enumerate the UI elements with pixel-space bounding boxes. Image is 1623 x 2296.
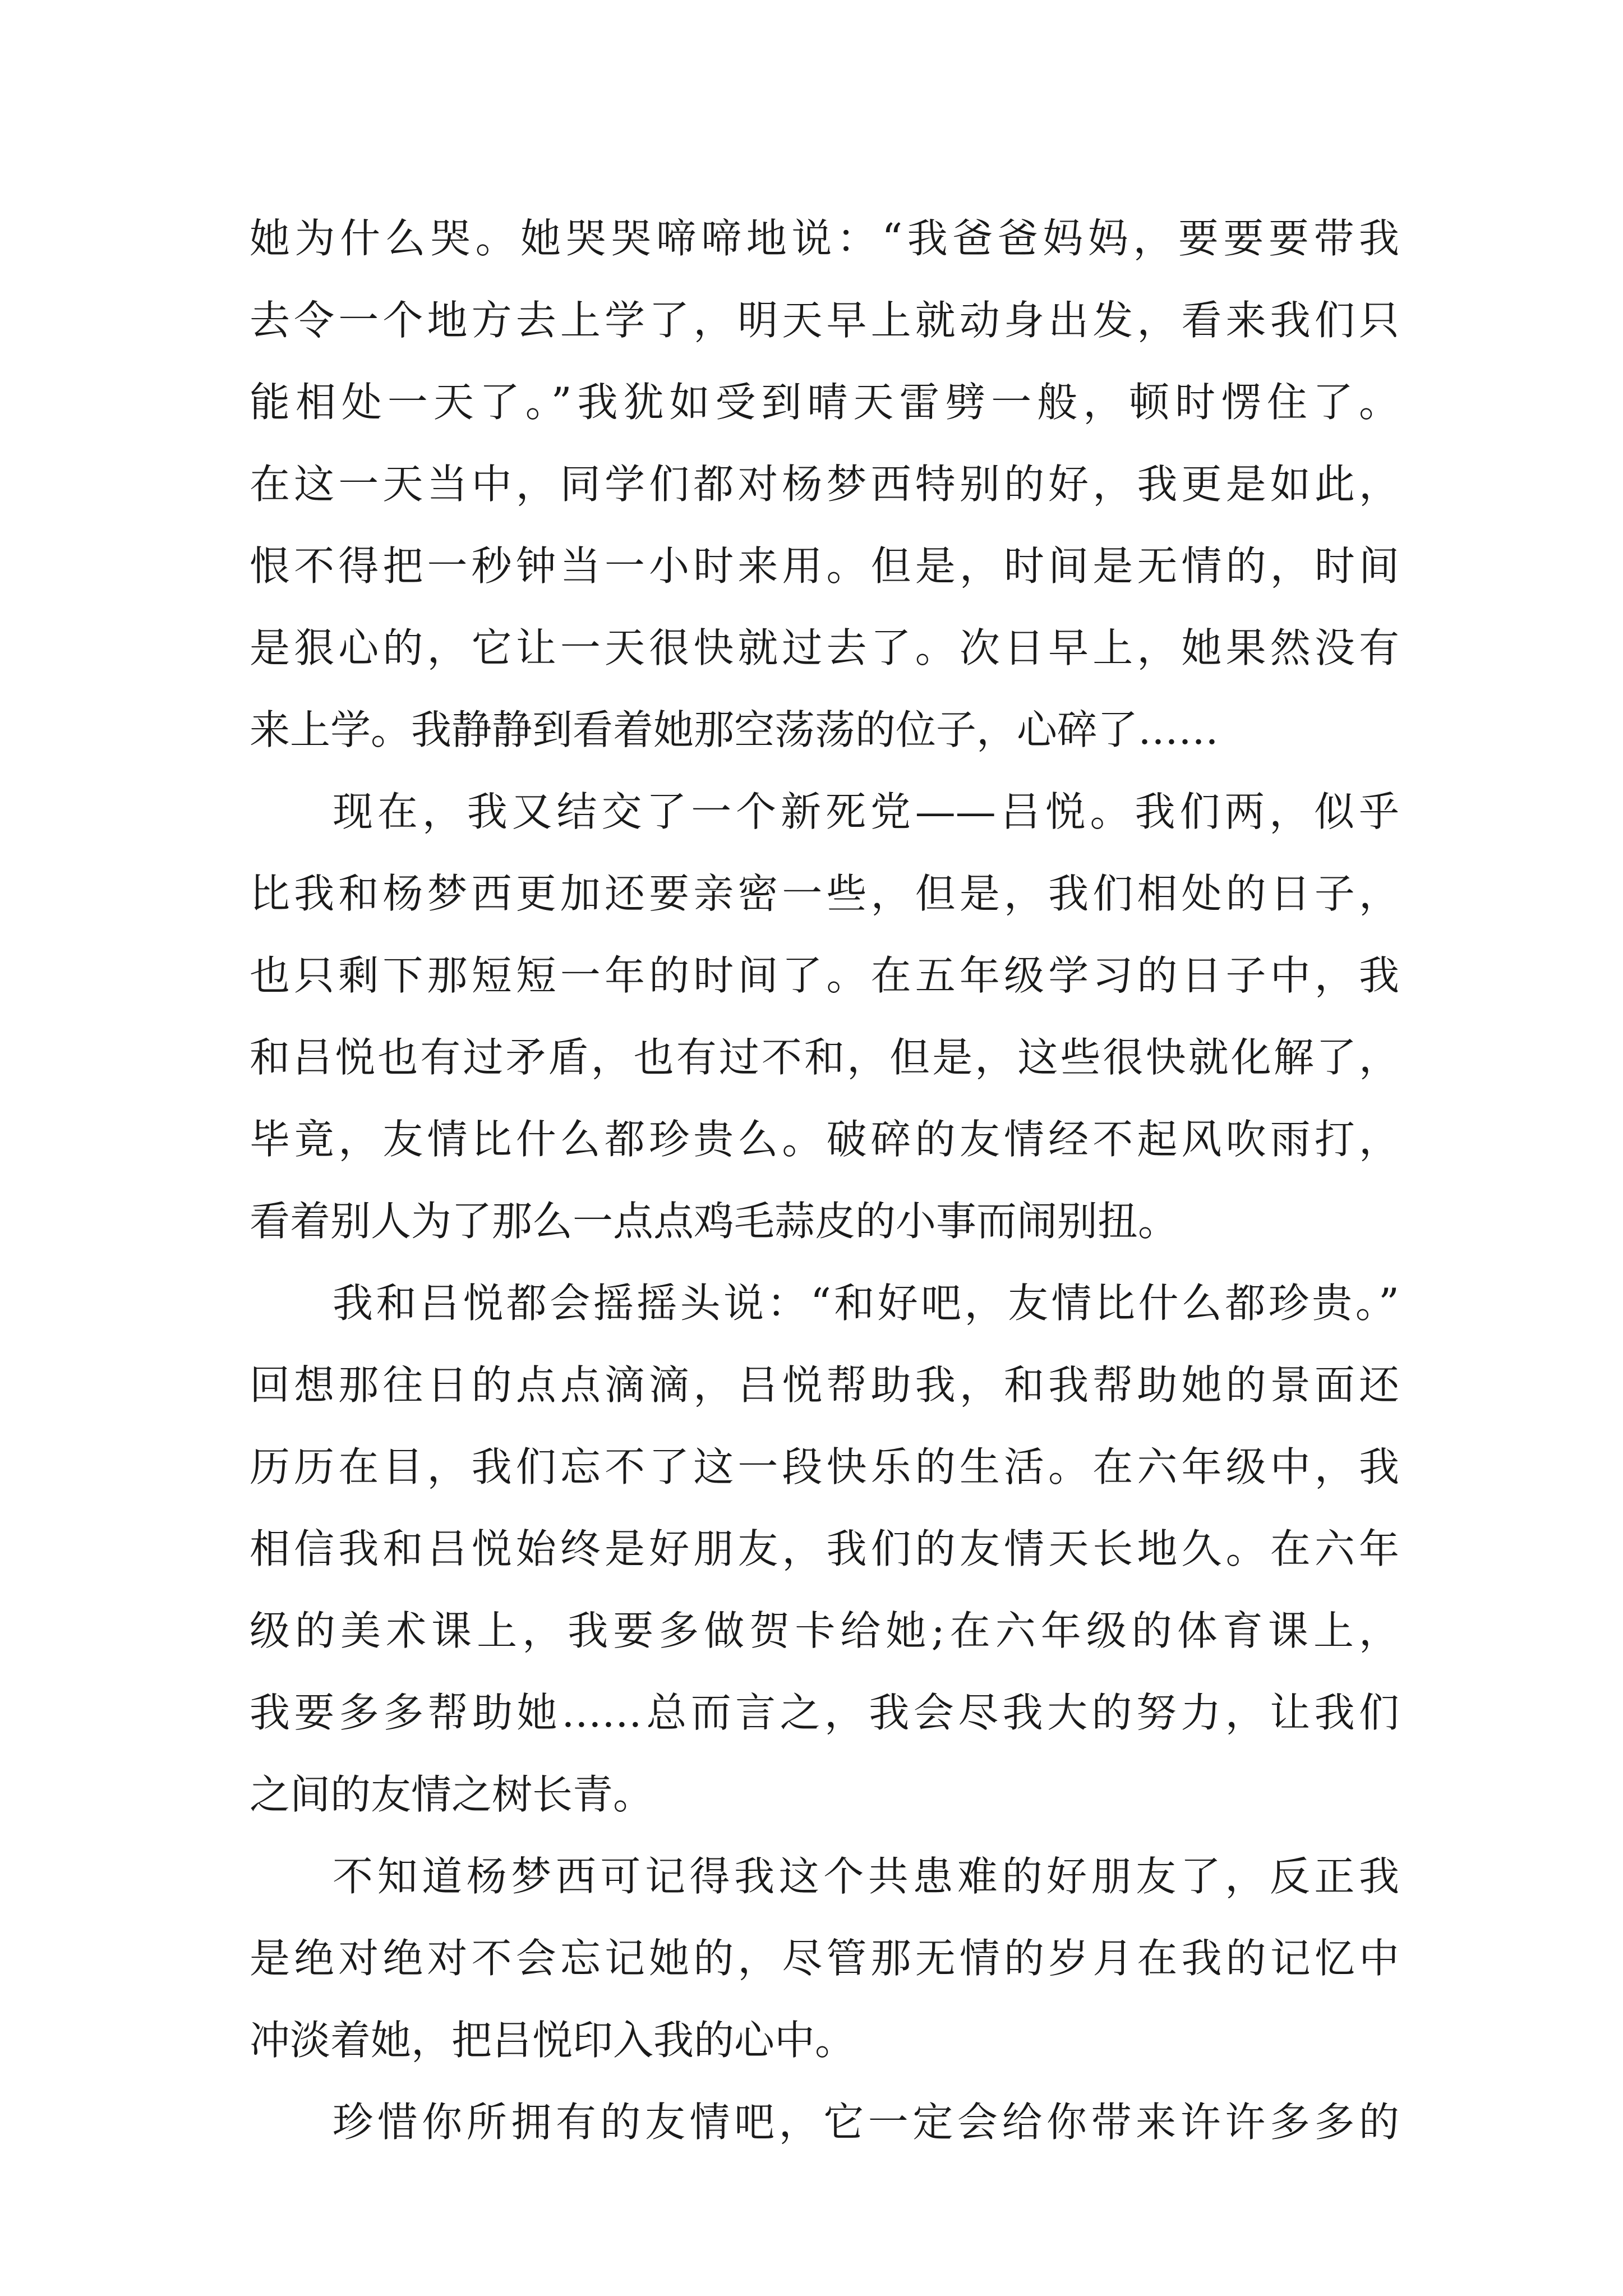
text-line: 她为什么哭。她哭哭啼啼地说：“我爸爸妈妈，要要要带我 [250, 215, 1399, 262]
text-line: 毕竟，友情比什么都珍贵么。破碎的友情经不起风吹雨打， [250, 1116, 1399, 1163]
text-line: 在这一天当中，同学们都对杨梦西特别的好，我更是如此， [250, 461, 1399, 508]
text-line: 和吕悦也有过矛盾，也有过不和，但是，这些很快就化解了， [250, 1034, 1399, 1081]
text-line: 不知道杨梦西可记得我这个共患难的好朋友了，反正我 [333, 1853, 1399, 1900]
text-line: 之间的友情之树长青。 [250, 1771, 654, 1818]
text-line: 回想那往日的点点滴滴，吕悦帮助我，和我帮助她的景面还 [250, 1361, 1399, 1409]
text-line: 去令一个地方去上学了，明天早上就动身出发，看来我们只 [250, 297, 1399, 344]
text-line: 我和吕悦都会摇摇头说：“和好吧，友情比什么都珍贵。” [333, 1280, 1399, 1327]
text-line: 珍惜你所拥有的友情吧，它一定会给你带来许许多多的 [333, 2099, 1399, 2146]
text-line: 是绝对绝对不会忘记她的，尽管那无情的岁月在我的记忆中 [250, 1935, 1399, 1982]
text-line: 历历在目，我们忘不了这一段快乐的生活。在六年级中，我 [250, 1443, 1399, 1490]
text-line: 现在，我又结交了一个新死党——吕悦。我们两，似乎 [333, 788, 1399, 835]
text-line: 恨不得把一秒钟当一小时来用。但是，时间是无情的，时间 [250, 542, 1399, 590]
text-line: 相信我和吕悦始终是好朋友，我们的友情天长地久。在六年 [250, 1525, 1399, 1572]
text-line: 冲淡着她，把吕悦印入我的心中。 [250, 2017, 856, 2064]
text-line: 比我和杨梦西更加还要亲密一些，但是，我们相处的日子， [250, 870, 1399, 917]
body-text [250, 197, 1399, 2163]
text-line: 是狠心的，它让一天很快就过去了。次日早上，她果然没有 [250, 624, 1399, 671]
text-line: 来上学。我静静到看着她那空荡荡的位子，心碎了…… [250, 706, 1219, 753]
text-line: 也只剩下那短短一年的时间了。在五年级学习的日子中，我 [250, 952, 1399, 999]
text-line: 我要多多帮助她……总而言之，我会尽我大的努力，让我们 [250, 1689, 1399, 1736]
text-line: 能相处一天了。”我犹如受到晴天雷劈一般，顿时愣住了。 [250, 379, 1399, 426]
text-line: 级的美术课上，我要多做贺卡给她;在六年级的体育课上， [250, 1607, 1399, 1654]
text-line: 看着别人为了那么一点点鸡毛蒜皮的小事而闹别扭。 [250, 1198, 1179, 1245]
